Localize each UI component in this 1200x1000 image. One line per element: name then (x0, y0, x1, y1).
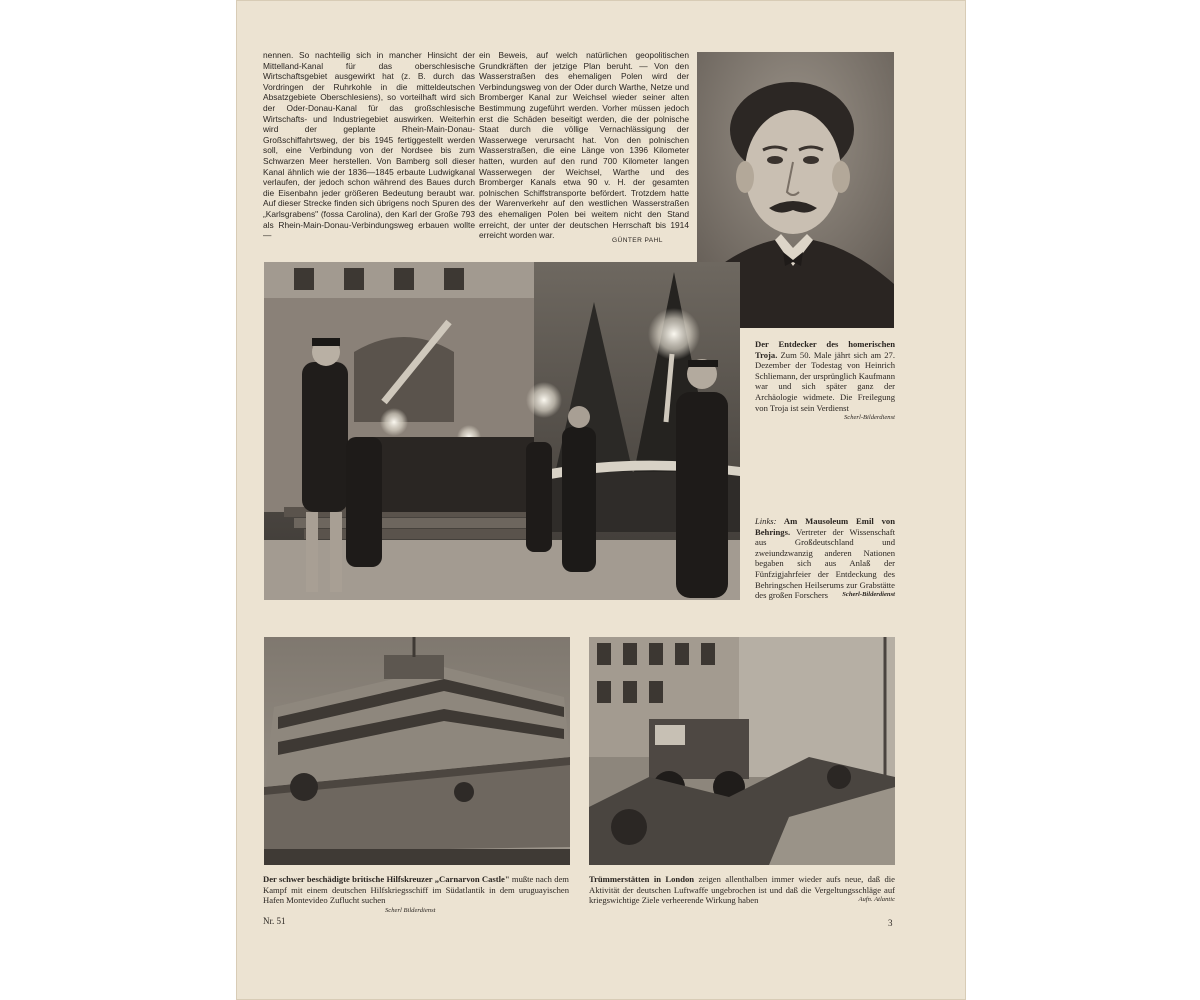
issue-number: Nr. 51 (263, 916, 286, 926)
photo-carnarvon-castle (264, 637, 570, 865)
caption-schliemann (755, 339, 895, 424)
article-column-1: nennen. So nachteilig sich in mancher Hinsicht der Mittelland-Kanal für das oberschlesische Wirtschaftsgebiet ausgewirkt hat (z. B. durch das Vordringen der Ruhrkohle in die mitteldeutschen Absatzgebiete Oberschlesiens), so vorteilhaft wird sich der Oder-Donau-Kanal für das großschlesische Wirtschafts- und Industriegebiet auswirken. Weiterhin wird der geplante Rhein-Main-Donau-Großschiffahrtsweg, der bis 1945 fertiggestellt werden soll, eine Verbindung von der Nordsee bis zum Schwarzen Meer herstellen. Von Bamberg soll dieser Kanal ähnlich wie der 1836—1845 erbaute Ludwigkanal verlaufen, der jedoch schon während des Baues durch die Eisenbahn jeder größeren Bedeutung beraubt war. Auf dieser Strecke finden sich übrigens noch Spuren des „Karlsgrabens" (fossa Carolina), den Karl der Große 793 als Rhein-Main-Donau-Verbindungsweg erbauen wollte — (263, 50, 475, 241)
caption-behring-lead: Links: (755, 516, 777, 526)
article-column-2: ein Beweis, auf welch natürlichen geopolitischen Grundkräften der jetzige Plan beruht. — Von den Wasserstraßen des ehemaligen Polen wird der Verbindungsweg von der Oder durch Warthe, Netze und Bromberger Kanal zur Weichsel wieder seiner alten Bestimmung zugeführt werden. Vorher müssen jedoch erst die Schäden beseitigt werden, die der polnische Staat durch die völlige Vernachlässigung der Wasserwege verursacht hat. Von den polnischen Wasserstraßen, die eine Länge von 1396 Kilometer hatten, wurden auf den rund 700 Kilometer langen Wasserwegen der Weichsel, Warthe und des Bromberger Kanals etwa 90 v. H. der gesamten polnischen Schiffstransporte befördert. Trotzdem hatte der Warenverkehr auf den westlichen Wasserstraßen des ehemaligen Polen bei weitem nicht den Stand erreicht, der unter der deutschen Herrschaft bis 1914 erreicht worden war. (479, 50, 689, 241)
page-number: 3 (888, 918, 893, 928)
caption-london-title: Trümmerstätten in London (589, 874, 695, 884)
caption-schliemann-title: Der Entdecker des homerischen Troja. (755, 339, 895, 360)
caption-carnarvon (263, 874, 569, 906)
caption-behring-text: Vertreter der Wissenschaft aus Großdeutschland und zweiundzwanzig anderen Nationen begaben sich aus Anlaß der Fünfzigjahrfeier der Entdeckung des Behringschen Heilserums zur Grabstätte des großen Forschers (755, 526, 895, 601)
caption-carnarvon-title: Der schwer beschädigte britische Hilfskreuzer „Carnarvon Castle" (263, 874, 510, 884)
caption-behring-credit: Scherl-Bilderdienst (842, 591, 895, 599)
caption-schliemann-credit: Scherl-Bilderdienst (843, 414, 895, 422)
article-author: GÜNTER PAHL (612, 237, 663, 244)
photo-behring-mausoleum (264, 262, 740, 600)
caption-schliemann-text: Zum 50. Male jährt sich am 27. Dezember der Todestag von Heinrich Schliemann, der ursprünglich Kaufmann war und sich später ganz der Archäologie widmete. Die Freilegung von Troja ist sein Verdienst (755, 349, 895, 413)
caption-london-credit: Aufn. Atlantic (858, 896, 895, 904)
caption-carnarvon-credit: Scherl Bilderdienst (385, 907, 436, 914)
caption-behring (755, 516, 895, 601)
caption-london-text: zeigen allenthalben immer wieder aufs neue, daß die Aktivität der deutschen Luftwaffe ungebrochen ist und daß die Vergeltungsschläge auf kriegswichtige Ziele verheerende Wirkung haben (589, 874, 895, 906)
caption-london (589, 874, 895, 906)
photo-london-rubble (589, 637, 895, 865)
caption-carnarvon-text: mußte nach dem Kampf mit einem deutschen Hilfskriegsschiff im Südatlantik in dem uruguayischen Hafen Montevideo Zuflucht suchen (263, 874, 569, 906)
caption-behring-title: Am Mausoleum Emil von Behrings. (755, 516, 895, 537)
